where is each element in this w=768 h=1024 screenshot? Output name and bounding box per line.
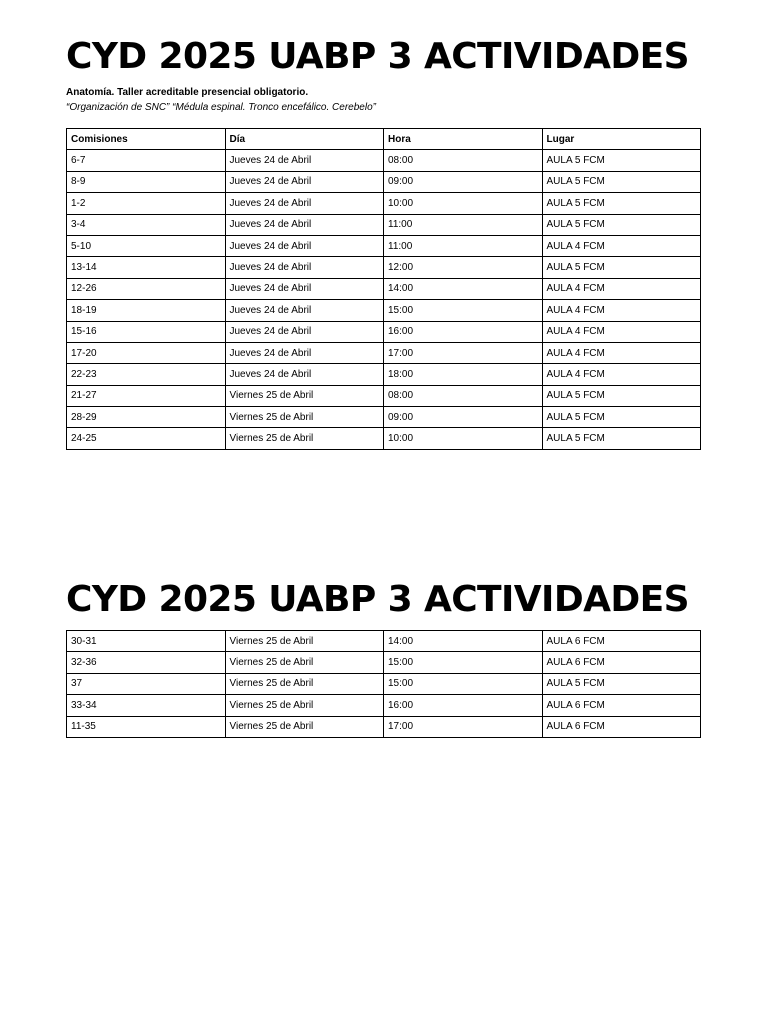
- table-row: [67, 385, 701, 406]
- cell-hora: 10:00: [384, 428, 543, 449]
- cell-dia: Jueves 24 de Abril: [225, 257, 384, 278]
- cell-hora: 08:00: [384, 150, 543, 171]
- cell-comisiones: 24-25: [67, 428, 226, 449]
- cell-lugar: AULA 4 FCM: [542, 364, 701, 385]
- cell-dia: Jueves 24 de Abril: [225, 235, 384, 256]
- cell-hora: 15:00: [384, 652, 543, 673]
- cell-hora: 14:00: [384, 278, 543, 299]
- cell-lugar: AULA 5 FCM: [542, 150, 701, 171]
- cell-hora: 09:00: [384, 171, 543, 192]
- cell-lugar: AULA 5 FCM: [542, 193, 701, 214]
- workshop-topics: “Organización de SNC” “Médula espinal. Tronco encefálico. Cerebelo”: [66, 102, 376, 113]
- cell-lugar: AULA 4 FCM: [542, 342, 701, 363]
- cell-hora: 15:00: [384, 300, 543, 321]
- header-comisiones: Comisiones: [67, 129, 226, 150]
- cell-hora: 16:00: [384, 695, 543, 716]
- cell-comisiones: 21-27: [67, 385, 226, 406]
- table-row: [67, 278, 701, 299]
- cell-lugar: AULA 4 FCM: [542, 321, 701, 342]
- cell-lugar: AULA 5 FCM: [542, 407, 701, 428]
- cell-comisiones: 5-10: [67, 235, 226, 256]
- table-row: [67, 631, 701, 652]
- table-row: [67, 407, 701, 428]
- table-row: [67, 257, 701, 278]
- cell-dia: Viernes 25 de Abril: [225, 716, 384, 737]
- cell-hora: 17:00: [384, 342, 543, 363]
- cell-comisiones: 22-23: [67, 364, 226, 385]
- table-row: [67, 652, 701, 673]
- cell-hora: 16:00: [384, 321, 543, 342]
- cell-lugar: AULA 5 FCM: [542, 428, 701, 449]
- cell-hora: 18:00: [384, 364, 543, 385]
- cell-hora: 10:00: [384, 193, 543, 214]
- cell-comisiones: 28-29: [67, 407, 226, 428]
- cell-lugar: AULA 6 FCM: [542, 716, 701, 737]
- cell-lugar: AULA 4 FCM: [542, 235, 701, 256]
- cell-hora: 09:00: [384, 407, 543, 428]
- cell-lugar: AULA 5 FCM: [542, 257, 701, 278]
- table-row: [67, 695, 701, 716]
- table-row: [67, 342, 701, 363]
- cell-lugar: AULA 6 FCM: [542, 652, 701, 673]
- cell-dia: Viernes 25 de Abril: [225, 652, 384, 673]
- table-row: [67, 716, 701, 737]
- cell-dia: Jueves 24 de Abril: [225, 193, 384, 214]
- cell-dia: Jueves 24 de Abril: [225, 300, 384, 321]
- header-lugar: Lugar: [542, 129, 701, 150]
- cell-dia: Jueves 24 de Abril: [225, 150, 384, 171]
- table-row: [67, 150, 701, 171]
- cell-comisiones: 37: [67, 673, 226, 694]
- schedule-table: [66, 128, 701, 450]
- cell-comisiones: 6-7: [67, 150, 226, 171]
- cell-dia: Viernes 25 de Abril: [225, 385, 384, 406]
- table-row: [67, 214, 701, 235]
- table-header-row: [67, 129, 701, 150]
- cell-comisiones: 18-19: [67, 300, 226, 321]
- cell-dia: Viernes 25 de Abril: [225, 428, 384, 449]
- table-row: [67, 235, 701, 256]
- workshop-subtitle: Anatomía. Taller acreditable presencial obligatorio.: [66, 87, 309, 98]
- schedule-table-continued-body: [67, 631, 701, 738]
- cell-lugar: AULA 5 FCM: [542, 171, 701, 192]
- cell-dia: Jueves 24 de Abril: [225, 278, 384, 299]
- cell-lugar: AULA 6 FCM: [542, 631, 701, 652]
- cell-dia: Jueves 24 de Abril: [225, 214, 384, 235]
- table-row: [67, 364, 701, 385]
- cell-dia: Jueves 24 de Abril: [225, 321, 384, 342]
- cell-dia: Jueves 24 de Abril: [225, 171, 384, 192]
- cell-lugar: AULA 5 FCM: [542, 214, 701, 235]
- cell-lugar: AULA 5 FCM: [542, 385, 701, 406]
- cell-hora: 11:00: [384, 214, 543, 235]
- cell-comisiones: 30-31: [67, 631, 226, 652]
- schedule-table-body: [67, 150, 701, 449]
- cell-comisiones: 13-14: [67, 257, 226, 278]
- table-row: [67, 321, 701, 342]
- header-hora: Hora: [384, 129, 543, 150]
- cell-comisiones: 17-20: [67, 342, 226, 363]
- cell-hora: 11:00: [384, 235, 543, 256]
- cell-comisiones: 1-2: [67, 193, 226, 214]
- cell-hora: 15:00: [384, 673, 543, 694]
- cell-dia: Viernes 25 de Abril: [225, 407, 384, 428]
- cell-comisiones: 33-34: [67, 695, 226, 716]
- cell-hora: 14:00: [384, 631, 543, 652]
- page-title-continued: CYD 2025 UABP 3 ACTIVIDADES: [66, 579, 689, 620]
- cell-hora: 08:00: [384, 385, 543, 406]
- cell-dia: Jueves 24 de Abril: [225, 342, 384, 363]
- cell-hora: 17:00: [384, 716, 543, 737]
- cell-hora: 12:00: [384, 257, 543, 278]
- cell-comisiones: 8-9: [67, 171, 226, 192]
- cell-dia: Viernes 25 de Abril: [225, 631, 384, 652]
- cell-comisiones: 3-4: [67, 214, 226, 235]
- schedule-table-continued: [66, 630, 701, 738]
- table-row: [67, 300, 701, 321]
- cell-comisiones: 15-16: [67, 321, 226, 342]
- cell-lugar: AULA 4 FCM: [542, 278, 701, 299]
- cell-comisiones: 12-26: [67, 278, 226, 299]
- cell-lugar: AULA 4 FCM: [542, 300, 701, 321]
- cell-lugar: AULA 6 FCM: [542, 695, 701, 716]
- cell-dia: Jueves 24 de Abril: [225, 364, 384, 385]
- page-title: CYD 2025 UABP 3 ACTIVIDADES: [66, 36, 689, 77]
- cell-lugar: AULA 5 FCM: [542, 673, 701, 694]
- table-row: [67, 171, 701, 192]
- header-dia: Día: [225, 129, 384, 150]
- cell-dia: Viernes 25 de Abril: [225, 695, 384, 716]
- table-row: [67, 193, 701, 214]
- cell-dia: Viernes 25 de Abril: [225, 673, 384, 694]
- table-row: [67, 428, 701, 449]
- table-row: [67, 673, 701, 694]
- cell-comisiones: 32-36: [67, 652, 226, 673]
- cell-comisiones: 11-35: [67, 716, 226, 737]
